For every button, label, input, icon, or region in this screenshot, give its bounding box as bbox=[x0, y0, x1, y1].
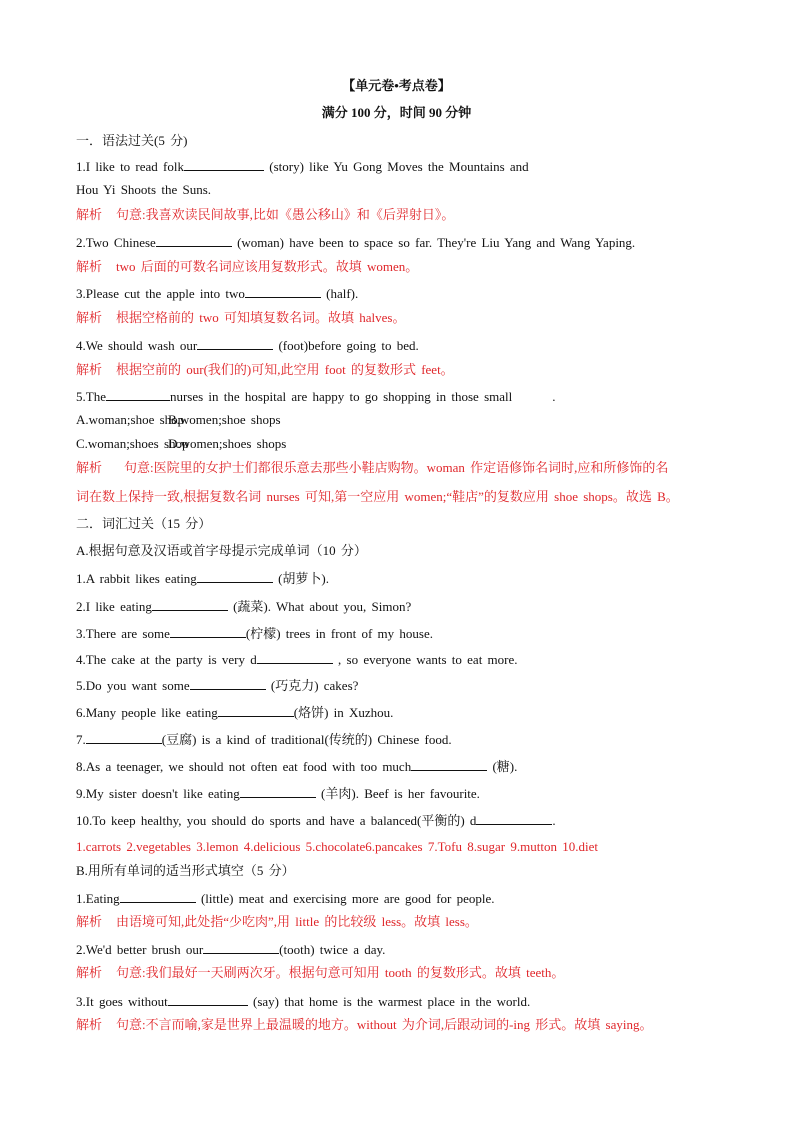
vocab-a4: 4.The cake at the party is very d , so everyone wants to eat more. bbox=[76, 652, 518, 667]
analysis-2: 解析 two 后面的可数名词应该用复数形式。故填 women。 bbox=[76, 259, 419, 274]
question-5: 5.The nurses in the hospital are happy to go shopping in those small . bbox=[76, 389, 556, 404]
vocab-a6: 6.Many people like eating (烙饼) in Xuzhou. bbox=[76, 705, 394, 720]
answer-blank[interactable] bbox=[240, 785, 316, 798]
answer-blank[interactable] bbox=[197, 570, 273, 583]
question-2: 2.Two Chinese (woman) have been to space so far. They're Liu Yang and Wang Yaping. bbox=[76, 235, 636, 250]
part-a-heading: A.根据句意及汉语或首字母提示完成单词（10 分） bbox=[76, 543, 367, 558]
question-1: 1.I like to read folk (story) like Yu Gong Moves the Mountains and bbox=[76, 159, 529, 174]
answer-blank[interactable] bbox=[184, 158, 264, 171]
answer-blank[interactable] bbox=[411, 758, 487, 771]
section1-heading: 一．语法过关(5 分) bbox=[76, 133, 188, 148]
answer-blank[interactable] bbox=[152, 598, 228, 611]
analysis-1: 解析 句意:我喜欢读民间故事,比如《愚公移山》和《后羿射日》。 bbox=[76, 207, 455, 222]
doc-subtitle: 满分 100 分，时间 90 分钟 bbox=[321, 105, 472, 120]
question-4: 4.We should wash our (foot)before going to bed. bbox=[76, 338, 419, 353]
answer-blank[interactable] bbox=[168, 993, 248, 1006]
answer-blank[interactable] bbox=[106, 388, 170, 401]
part-b-heading: B.用所有单词的适当形式填空（5 分） bbox=[76, 863, 295, 878]
answer-blank[interactable] bbox=[120, 890, 196, 903]
answer-blank[interactable] bbox=[257, 651, 333, 664]
vocab-b1: 1.Eating (little) meat and exercising more are good for people. bbox=[76, 891, 495, 906]
analysis-b1: 解析 由语境可知,此处指“少吃肉”,用 little 的比较级 less。故填 less。 bbox=[76, 914, 478, 929]
analysis-5-line2: 词在数上保持一致,根据复数名词 nurses 可知,第一空应用 women;“鞋店”的复数应用 shoe shops。故选 B。 bbox=[76, 489, 679, 504]
answer-blank[interactable] bbox=[197, 337, 273, 350]
answer-blank[interactable] bbox=[245, 285, 321, 298]
question-1-line2: Hou Yi Shoots the Suns. bbox=[76, 182, 212, 197]
vocab-b3: 3.It goes without (say) that home is the warmest place in the world. bbox=[76, 994, 531, 1009]
option-a[interactable]: A.woman;shoe shop bbox=[76, 412, 185, 427]
answer-blank[interactable] bbox=[476, 812, 552, 825]
question-3: 3.Please cut the apple into two (half). bbox=[76, 286, 359, 301]
analysis-4: 解析 根据空前的 our(我们的)可知,此空用 foot 的复数形式 feet。 bbox=[76, 362, 454, 377]
answer-blank[interactable] bbox=[190, 677, 266, 690]
answers-part-a: 1.carrots 2.vegetables 3.lemon 4.delicious 5.chocolate6.pancakes 7.Tofu 8.sugar 9.mutton 10.diet bbox=[76, 839, 598, 854]
analysis-5: 解析 句意:医院里的女护士们都很乐意去那些小鞋店购物。woman 作定语修饰名词时,应和所修饰的名 bbox=[76, 460, 669, 475]
vocab-a10: 10.To keep healthy, you should do sports and have a balanced(平衡的) d . bbox=[76, 813, 556, 828]
vocab-a1: 1.A rabbit likes eating (胡萝卜). bbox=[76, 571, 329, 586]
vocab-a3: 3.There are some (柠檬) trees in front of my house. bbox=[76, 626, 433, 641]
answer-blank[interactable] bbox=[86, 731, 162, 744]
answer-blank[interactable] bbox=[218, 704, 294, 717]
vocab-a9: 9.My sister doesn't like eating (羊肉). Beef is her favourite. bbox=[76, 786, 480, 801]
analysis-b3: 解析 句意:不言而喻,家是世界上最温暖的地方。without 为介词,后跟动词的-ing 形式。故填 saying。 bbox=[76, 1017, 653, 1032]
option-c[interactable]: C.woman;shoes shop bbox=[76, 436, 189, 451]
vocab-b2: 2.We'd better brush our (tooth) twice a day. bbox=[76, 942, 386, 957]
section2-heading: 二．词汇过关（15 分） bbox=[76, 516, 212, 531]
answer-blank[interactable] bbox=[203, 941, 279, 954]
option-b[interactable]: B.women;shoe shops bbox=[168, 412, 281, 427]
answer-blank[interactable] bbox=[156, 234, 232, 247]
analysis-b2: 解析 句意:我们最好一天刷两次牙。根据句意可知用 tooth 的复数形式。故填 teeth。 bbox=[76, 965, 565, 980]
doc-title: 【单元卷•考点卷】 bbox=[342, 78, 451, 93]
vocab-a8: 8.As a teenager, we should not often eat food with too much (糖). bbox=[76, 759, 518, 774]
analysis-3: 解析 根据空格前的 two 可知填复数名词。故填 halves。 bbox=[76, 310, 406, 325]
option-d[interactable]: D.women;shoes shops bbox=[168, 436, 287, 451]
vocab-a2: 2.I like eating (蔬菜). What about you, Simon? bbox=[76, 599, 412, 614]
answer-blank[interactable] bbox=[170, 625, 246, 638]
vocab-a5: 5.Do you want some (巧克力) cakes? bbox=[76, 678, 359, 693]
vocab-a7: 7. (豆腐) is a kind of traditional(传统的) Chinese food. bbox=[76, 732, 452, 747]
